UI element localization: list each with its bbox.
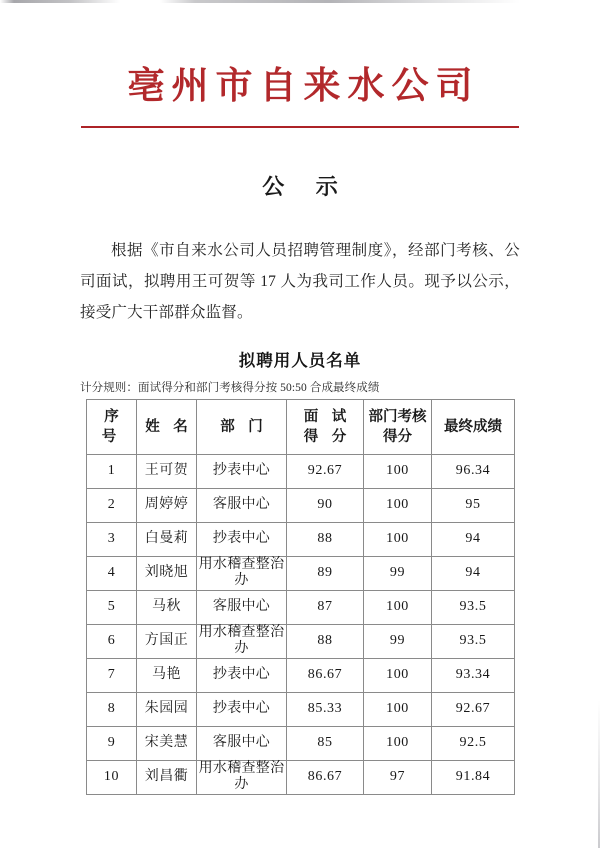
table-row xyxy=(87,590,515,624)
cell-review-score: 100 xyxy=(364,454,432,488)
cell-final-score: 94 xyxy=(432,556,515,590)
cell-department: 抄表中心 xyxy=(197,692,287,726)
cell-final-score: 91.84 xyxy=(432,760,515,794)
cell-index: 3 xyxy=(87,522,137,556)
column-header-review-line2: 得分 xyxy=(383,428,412,445)
cell-department: 抄表中心 xyxy=(197,454,287,488)
organization-title: 亳州市自来水公司 xyxy=(127,66,480,107)
cell-final-score: 95 xyxy=(432,488,515,522)
cell-review-score: 100 xyxy=(364,726,432,760)
cell-name: 王可贺 xyxy=(137,454,197,488)
cell-name: 方国正 xyxy=(137,624,197,658)
table-row xyxy=(87,624,515,658)
cell-interview-score: 86.67 xyxy=(287,760,364,794)
cell-final-score: 93.5 xyxy=(432,624,515,658)
announcement-paragraph: 根据《市自来水公司人员招聘管理制度》，经部门考核、公司面试，拟聘用王可贺等 17 人为我司工作人员。现予以公示，接受广大干部群众监督。 xyxy=(80,241,520,321)
column-header-department-label: 部 门 xyxy=(220,418,268,435)
column-header-interview-line2: 得 分 xyxy=(303,428,352,445)
table-row xyxy=(87,556,515,590)
cell-index: 6 xyxy=(87,624,137,658)
column-header-final-score xyxy=(432,399,515,454)
cell-name: 白曼莉 xyxy=(137,522,197,556)
cell-interview-score: 88 xyxy=(287,624,364,658)
roster-table xyxy=(86,399,515,795)
cell-department: 客服中心 xyxy=(197,726,287,760)
cell-review-score: 99 xyxy=(364,624,432,658)
letterhead-divider xyxy=(81,126,519,128)
cell-review-score: 100 xyxy=(364,692,432,726)
cell-final-score: 92.5 xyxy=(432,726,515,760)
cell-review-score: 100 xyxy=(364,658,432,692)
cell-final-score: 96.34 xyxy=(432,454,515,488)
table-row xyxy=(87,692,515,726)
column-header-interview-line1: 面 试 xyxy=(303,408,352,425)
cell-name: 周婷婷 xyxy=(137,488,197,522)
cell-index: 7 xyxy=(87,658,137,692)
cell-interview-score: 85 xyxy=(287,726,364,760)
table-row xyxy=(87,726,515,760)
cell-name: 马秋 xyxy=(137,590,197,624)
table-row xyxy=(87,760,515,794)
cell-final-score: 93.5 xyxy=(432,590,515,624)
roster-table-wrapper xyxy=(86,399,514,795)
cell-index: 4 xyxy=(87,556,137,590)
cell-interview-score: 92.67 xyxy=(287,454,364,488)
cell-department: 客服中心 xyxy=(197,488,287,522)
column-header-name-label: 姓 名 xyxy=(145,418,193,435)
cell-name: 刘晓旭 xyxy=(137,556,197,590)
cell-review-score: 99 xyxy=(364,556,432,590)
cell-department: 用水稽查整治办 xyxy=(197,624,287,658)
table-header-row xyxy=(87,399,515,454)
column-header-review-score xyxy=(364,399,432,454)
cell-name: 宋美慧 xyxy=(137,726,197,760)
cell-name: 马艳 xyxy=(137,658,197,692)
cell-department: 用水稽查整治办 xyxy=(197,760,287,794)
roster-table-body xyxy=(87,454,515,794)
cell-department: 抄表中心 xyxy=(197,658,287,692)
table-row xyxy=(87,522,515,556)
cell-department: 抄表中心 xyxy=(197,522,287,556)
cell-interview-score: 90 xyxy=(287,488,364,522)
body-text-block xyxy=(80,235,520,328)
letterhead xyxy=(0,0,600,128)
cell-interview-score: 86.67 xyxy=(287,658,364,692)
cell-department: 用水稽查整治办 xyxy=(197,556,287,590)
roster-table-head xyxy=(87,399,515,454)
scan-edge-top xyxy=(0,0,600,3)
table-row xyxy=(87,454,515,488)
cell-name: 刘昌衢 xyxy=(137,760,197,794)
column-header-index-label: 序 号 xyxy=(101,408,124,445)
cell-department: 客服中心 xyxy=(197,590,287,624)
roster-heading: 拟聘用人员名单 xyxy=(238,350,362,370)
table-row xyxy=(87,658,515,692)
cell-final-score: 94 xyxy=(432,522,515,556)
cell-review-score: 100 xyxy=(364,488,432,522)
cell-index: 9 xyxy=(87,726,137,760)
column-header-index xyxy=(87,399,137,454)
table-row xyxy=(87,488,515,522)
column-header-final-label: 最终成绩 xyxy=(444,418,502,435)
cell-index: 2 xyxy=(87,488,137,522)
cell-review-score: 100 xyxy=(364,522,432,556)
cell-final-score: 93.34 xyxy=(432,658,515,692)
cell-index: 5 xyxy=(87,590,137,624)
cell-index: 10 xyxy=(87,760,137,794)
cell-interview-score: 87 xyxy=(287,590,364,624)
cell-interview-score: 88 xyxy=(287,522,364,556)
cell-interview-score: 85.33 xyxy=(287,692,364,726)
scoring-rule-note: 计分规则：面试得分和部门考核得分按 50:50 合成最终成绩 xyxy=(80,381,380,394)
cell-review-score: 100 xyxy=(364,590,432,624)
column-header-department xyxy=(197,399,287,454)
cell-name: 朱园园 xyxy=(137,692,197,726)
cell-index: 1 xyxy=(87,454,137,488)
column-header-interview-score xyxy=(287,399,364,454)
cell-interview-score: 89 xyxy=(287,556,364,590)
cell-final-score: 92.67 xyxy=(432,692,515,726)
cell-review-score: 97 xyxy=(364,760,432,794)
document-title: 公 示 xyxy=(262,173,351,199)
column-header-review-line1: 部门考核 xyxy=(368,408,427,425)
column-header-name xyxy=(137,399,197,454)
cell-index: 8 xyxy=(87,692,137,726)
